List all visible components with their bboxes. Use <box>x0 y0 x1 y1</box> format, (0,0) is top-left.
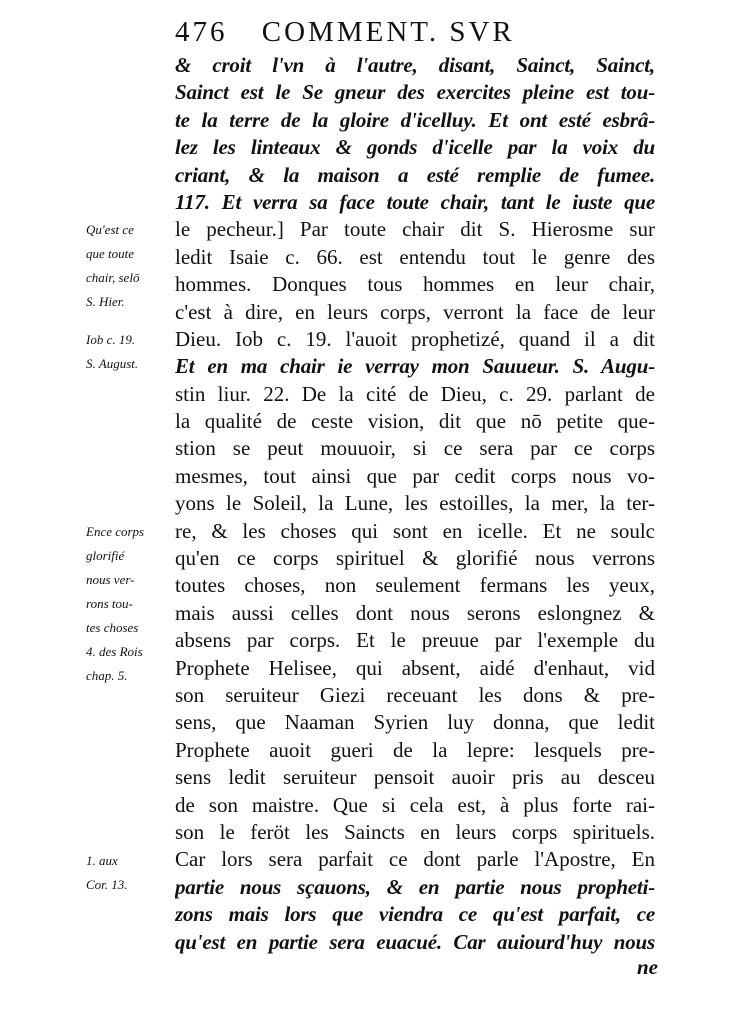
text-line: re, & les choses qui sont en icelle. Et ne soulc <box>175 518 655 543</box>
text-line: Prophete Helisee, qui absent, aidé d'enhaut, vid <box>175 655 655 680</box>
text-line: ledit Isaie c. 66. est entendu tout le genre des <box>175 244 655 269</box>
text-line: mais aussi celles dont nous serons eslongnez & <box>175 600 655 625</box>
text-line: hommes. Donques tous hommes en leur chair, <box>175 272 655 297</box>
text-line: Car lors sera parfait ce dont parle l'Apostre, En <box>175 847 655 872</box>
text-line: 117. Et verra sa face toute chair, tant le iuste que <box>175 189 655 214</box>
margin-note: Qu'est ce que toute chair, selō S. Hier. <box>86 222 140 310</box>
body-text <box>175 52 655 956</box>
text-line: absens par corps. Et le preuue par l'exemple du <box>175 628 655 653</box>
text-line: mesmes, tout ainsi que par cedit corps nous vo- <box>175 463 655 488</box>
text-line: & croit l'vn à l'autre, disant, Sainct, Sainct, <box>175 53 655 77</box>
text-line: de son maistre. Que si cela est, à plus forte rai- <box>175 792 655 817</box>
page-number: 476 <box>175 16 228 48</box>
catchword: ne <box>637 955 658 979</box>
text-line: qu'en ce corps spirituel & glorifié nous verrons <box>175 546 655 571</box>
running-title: COMMENT. SVR <box>261 16 515 48</box>
text-line: lez les linteaux & gonds d'icelle par la voix du <box>175 135 655 160</box>
page-header <box>175 16 655 52</box>
margin-note: Iob c. 19. S. August. <box>86 332 139 371</box>
text-line: le pecheur.] Par toute chair dit S. Hierosme sur <box>175 217 655 242</box>
text-line: Et en ma chair ie verray mon Sauueur. S. Augu- <box>175 354 655 379</box>
text-line: te la terre de la gloire d'icelluy. Et ont esté esbrâ- <box>175 107 655 132</box>
text-line: yons le Soleil, la Lune, les estoilles, la mer, la ter- <box>175 491 655 516</box>
text-line: sens ledit seruiteur pensoit auoir pris au desceu <box>175 765 655 790</box>
text-line: sens, que Naaman Syrien luy donna, que ledit <box>175 710 655 735</box>
margin-note: Ence corps glorifié nous ver- rons tou- tes choses 4. des Rois chap. 5. <box>86 523 145 683</box>
text-line: Dieu. Iob c. 19. l'auoit prophetizé, quand il a dit <box>175 326 655 351</box>
text-line: criant, & la maison a esté remplie de fumee. <box>175 162 655 187</box>
text-line: Sainct est le Se gneur des exercites pleine est tou- <box>175 80 655 105</box>
text-line: Prophete auoit gueri de la lepre: lesquels pre- <box>175 737 655 762</box>
text-line: son le feröt les Saincts en leurs corps spirituels. <box>175 819 655 844</box>
margin-note: 1. aux Cor. 13. <box>86 852 128 892</box>
text-line: stin liur. 22. De la cité de Dieu, c. 29. parlant de <box>175 381 655 406</box>
text-line: zons mais lors que viendra ce qu'est parfait, ce <box>175 902 655 927</box>
text-line: partie nous sçauons, & en partie nous propheti- <box>175 874 655 899</box>
text-line: qu'est en partie sera euacué. Car auiourd'huy nous <box>175 929 655 954</box>
text-line: stion se peut mouuoir, si ce sera par ce corps <box>175 436 655 461</box>
text-line: son seruiteur Giezi receuant les dons & pre- <box>175 682 655 707</box>
text-line: la qualité de ceste vision, dit que nō petite que- <box>175 409 655 434</box>
text-line: toutes choses, non seulement fermans les yeux, <box>175 573 655 598</box>
text-line: c'est à dire, en leurs corps, verront la face de leur <box>175 299 655 324</box>
